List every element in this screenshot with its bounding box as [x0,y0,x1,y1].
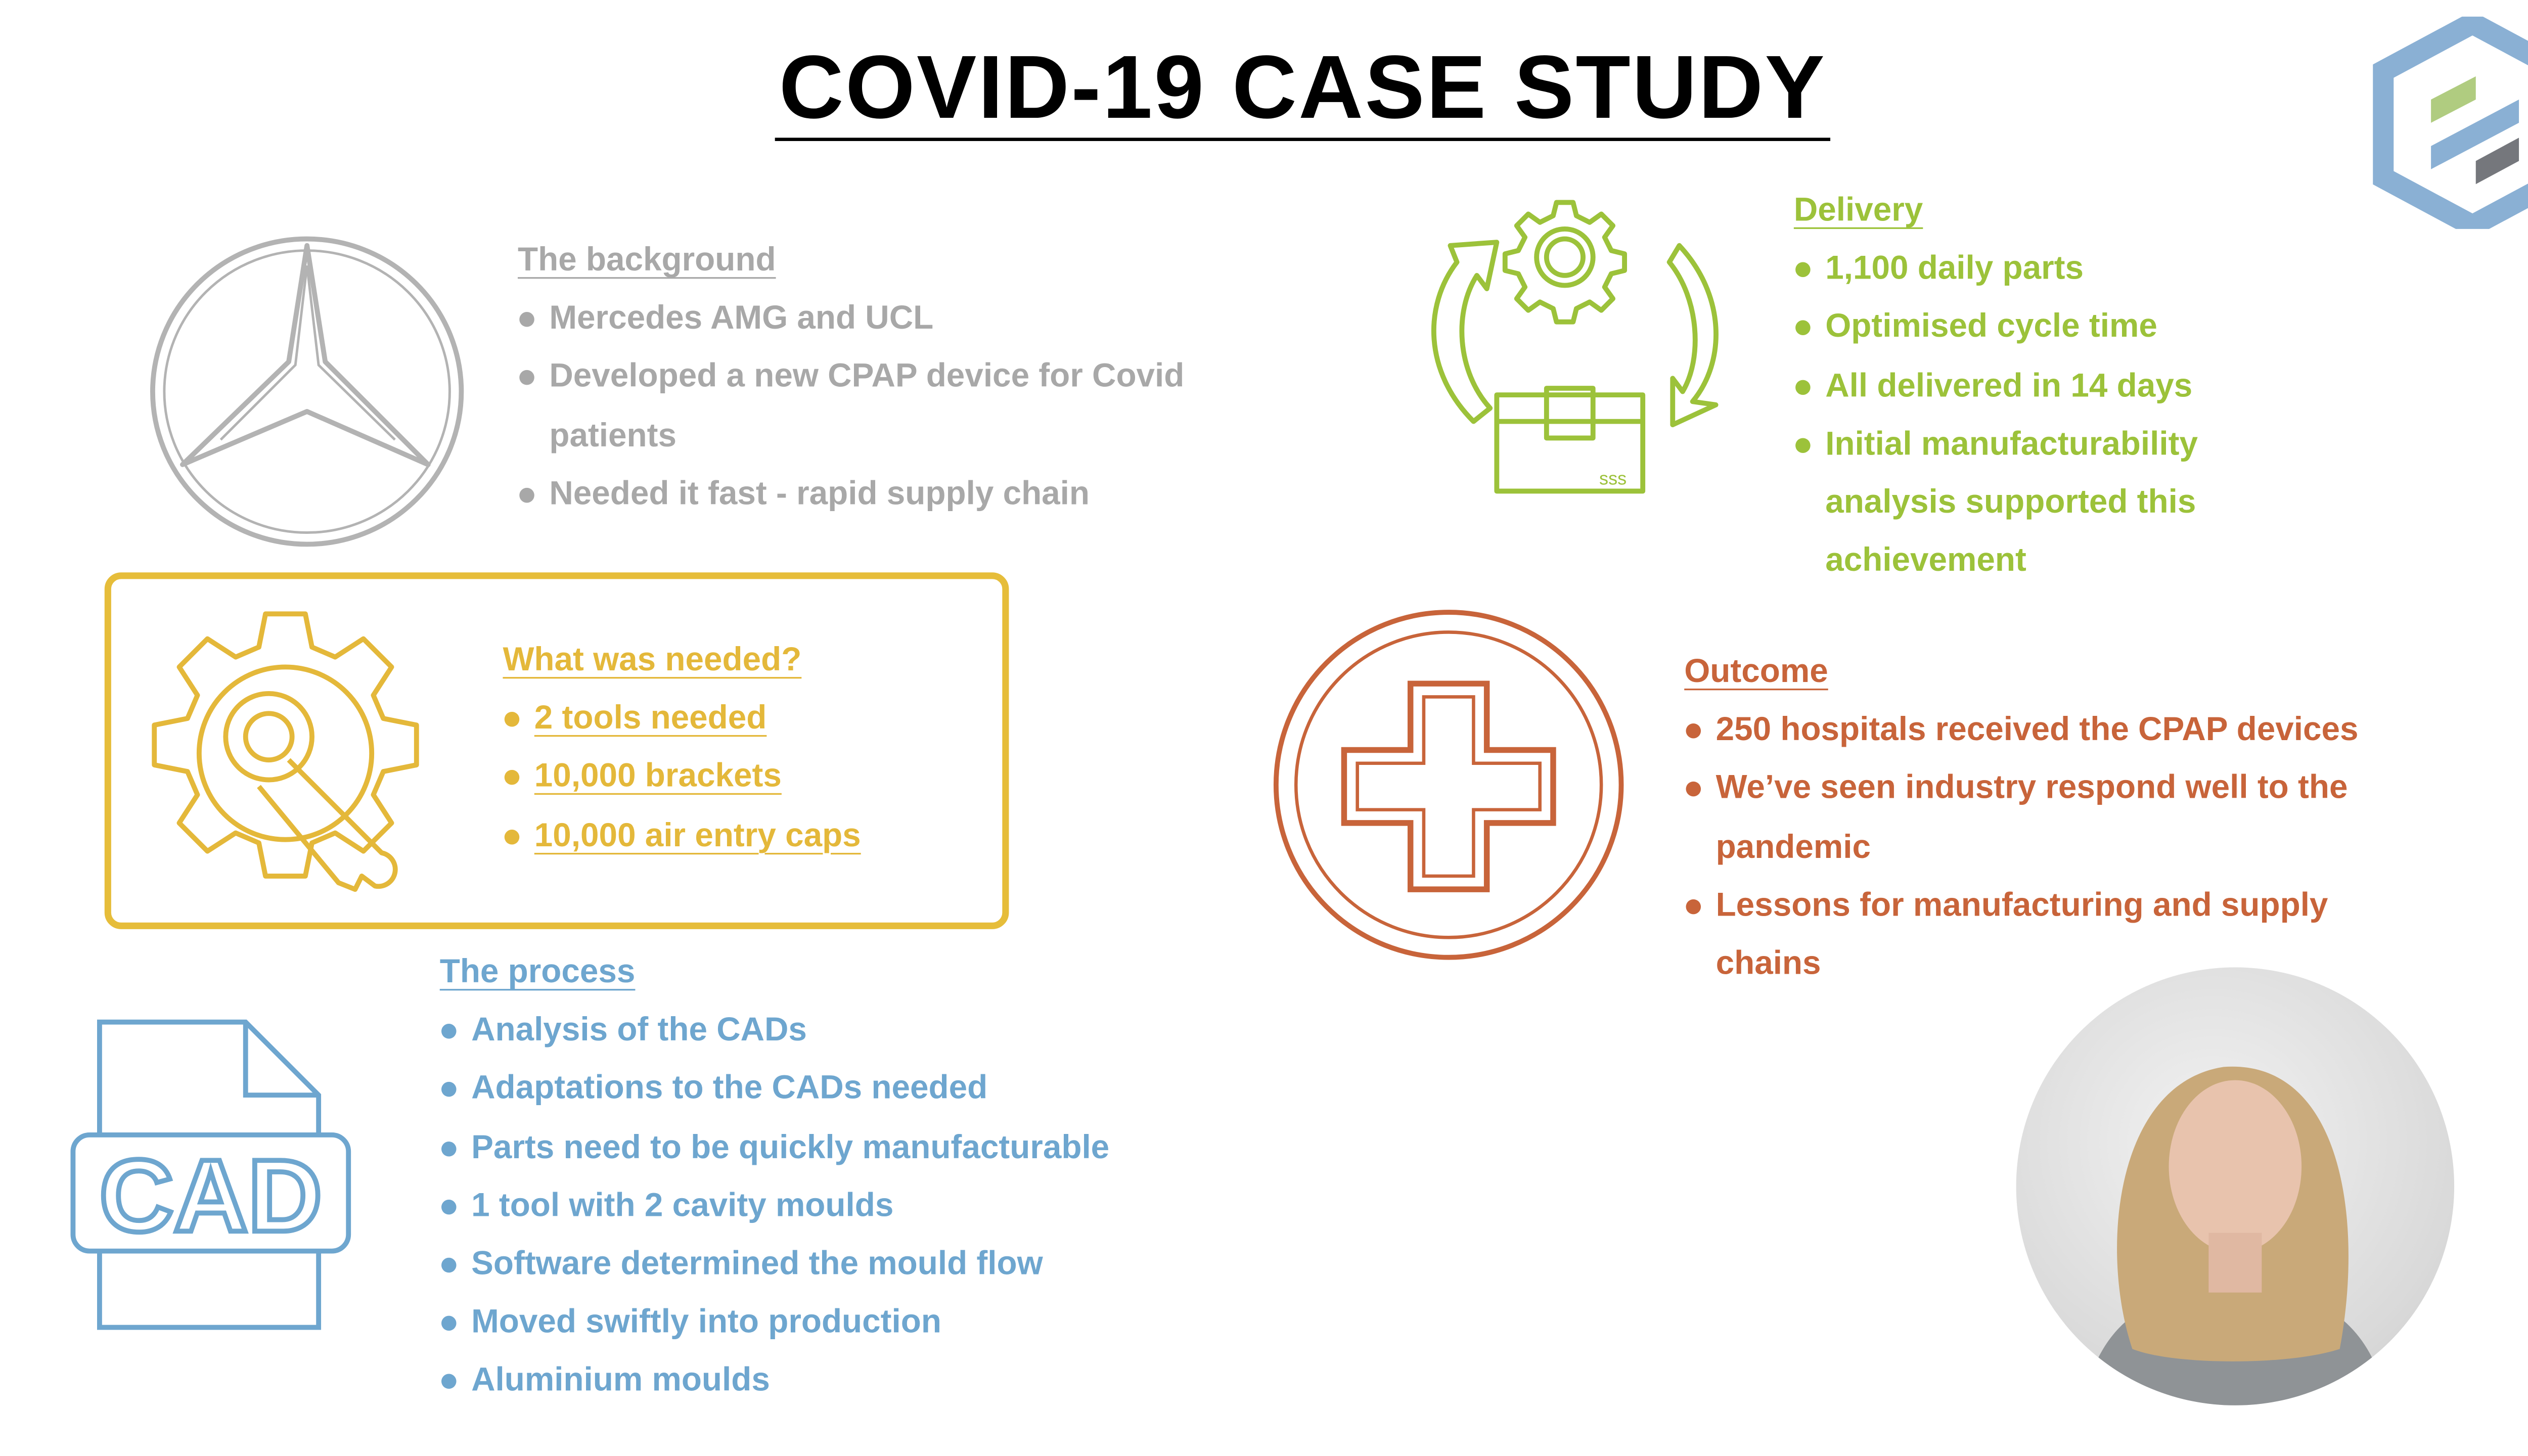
process-section [440,944,1109,1411]
list-item: Optimised cycle time [1794,299,2198,358]
background-section [518,232,1184,524]
delivery-cycle-icon [1414,196,1729,504]
needed-section [503,632,861,866]
outcome-section [1684,644,2358,994]
delivery-heading: Delivery [1793,192,1923,229]
medical-cross-icon [1271,607,1626,962]
list-item-text: 10,000 brackets [534,759,782,796]
list-item-continuation: achievement [1825,542,2026,580]
list-item [503,691,861,749]
cad-label: CAD [99,1139,323,1254]
list-item: 1 tool with 2 cavity moulds [440,1178,1109,1237]
process-heading: The process [439,954,636,991]
presenter-video [2016,967,2454,1405]
mercedes-logo-icon [146,232,468,551]
list-item: Needed it fast - rapid supply chain [518,466,1184,525]
list-item: Initial manufacturability [1794,416,2198,475]
list-item: Software determined the mould flow [440,1236,1109,1295]
list-item: Developed a new CPAP device for Covid [518,349,1184,408]
cad-file-icon [66,1016,355,1341]
list-item: Aluminium moulds [440,1353,1109,1412]
gear-wrench-icon [136,604,435,903]
list-item-text: 10,000 air entry caps [534,817,861,854]
svg-text:sss: sss [1599,468,1627,489]
list-item [503,807,861,866]
background-heading: The background [517,242,776,279]
list-item: 250 hospitals received the CPAP devices [1684,702,2358,761]
list-item: Mercedes AMG and UCL [518,291,1184,349]
list-item: Parts need to be quickly manufacturable [440,1119,1109,1178]
list-item [503,749,861,808]
list-item: All delivered in 14 days [1794,358,2198,417]
list-item-continuation: analysis supported this [1825,484,2196,521]
list-item: Lessons for manufacturing and supply [1684,878,2358,936]
presenter-avatar-icon [2016,967,2454,1405]
delivery-section [1794,183,2198,592]
list-item: Adaptations to the CADs needed [440,1061,1109,1120]
page-title-text: COVID-19 CASE STUDY [776,38,1829,141]
list-item-continuation: patients [549,417,677,454]
needed-heading: What was needed? [503,642,802,679]
outcome-heading: Outcome [1684,654,1828,691]
list-item: 1,100 daily parts [1794,241,2198,300]
list-item-text: 2 tools needed [534,700,767,737]
list-item: We’ve seen industry respond well to the [1684,760,2358,819]
page-title [0,36,2528,139]
list-item-continuation: pandemic [1716,829,1871,866]
list-item-continuation: chains [1716,945,1821,982]
hexagon-logo-icon [2373,17,2528,229]
list-item: Moved swiftly into production [440,1295,1109,1353]
list-item: Analysis of the CADs [440,1003,1109,1061]
